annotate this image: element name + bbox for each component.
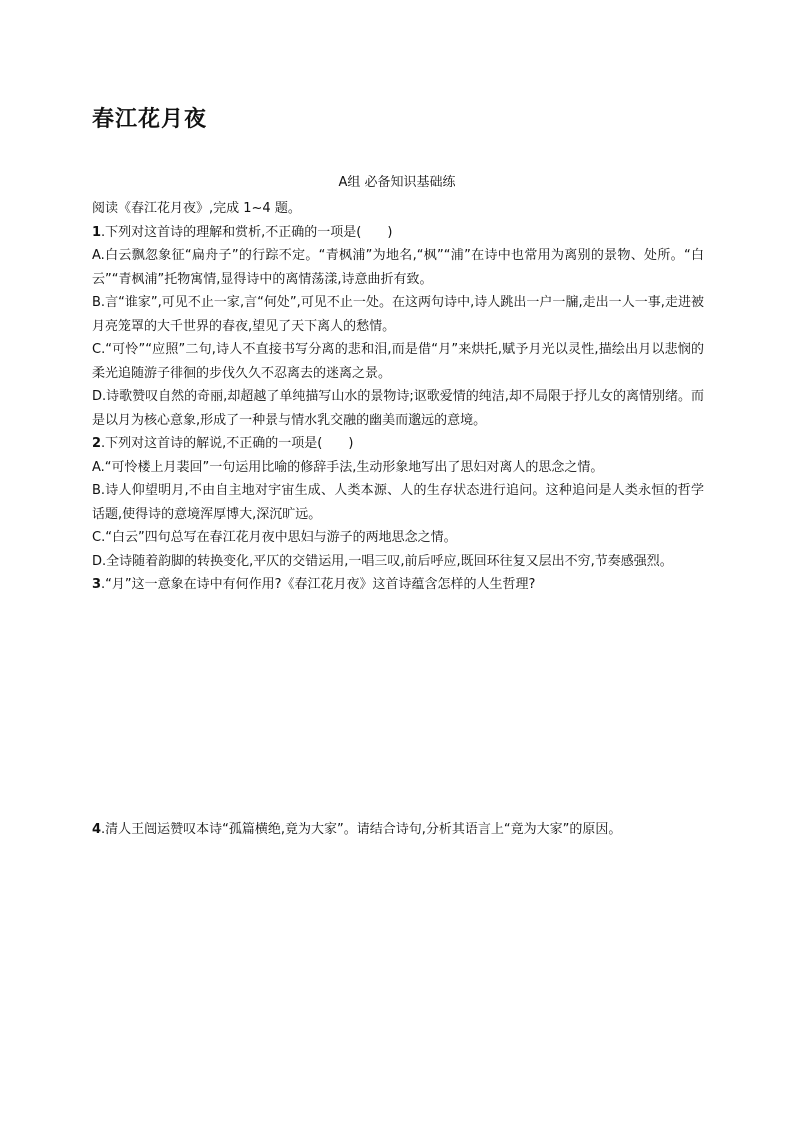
question-3-number: 3 <box>92 577 102 592</box>
question-4-text: .清人王闿运赞叹本诗“孤篇横绝,竟为大家”。请结合诗句,分析其语言上“竟为大家”的原因。 <box>101 822 622 837</box>
question-1-stem <box>92 221 704 245</box>
question-2-option-b: B.诗人仰望明月,不由自主地对宇宙生成、人类本源、人的生存状态进行追问。这种追问是人类永恒的哲学话题,使得诗的意境浑厚博大,深沉旷远。 <box>92 483 704 522</box>
question-1-option-c: C.“可怜”“应照”二句,诗人不直接书写分离的悲和泪,而是借“月”来烘托,赋予月光以灵性,描绘出月以悲悯的柔光追随游子徘徊的步伐久久不忍离去的迷离之景。 <box>92 342 704 381</box>
question-1-number: 1 <box>92 224 102 240</box>
question-3-answer-space[interactable] <box>92 625 704 810</box>
document-title: 春江花月夜 <box>92 107 208 132</box>
question-2-stem <box>92 432 704 456</box>
section-heading: A组 必备知识基础练 <box>338 175 456 190</box>
question-4-number: 4 <box>92 822 102 837</box>
question-1-text: .下列对这首诗的理解和赏析,不正确的一项是( ) <box>101 224 393 240</box>
question-1-option-d: D.诗歌赞叹自然的奇丽,却超越了单纯描写山水的景物诗;讴歌爱情的纯洁,却不局限于抒儿女的离情别绪。而是以月为核心意象,形成了一种景与情水乳交融的幽美而邈远的意境。 <box>92 389 704 428</box>
question-2-option-c: C.“白云”四句总写在春江花月夜中思妇与游子的两地思念之情。 <box>92 530 457 545</box>
question-2-text: .下列对这首诗的解说,不正确的一项是( ) <box>101 436 354 451</box>
question-2-option-a: A.“可怜楼上月裴回”一句运用比喻的修辞手法,生动形象地写出了思妇对离人的思念之情。 <box>92 459 604 475</box>
question-2-number: 2 <box>92 436 102 451</box>
question-3-text: .“月”这一意象在诗中有何作用?《春江花月夜》这首诗蕴含怎样的人生哲理? <box>101 577 536 592</box>
question-4-answer-space[interactable] <box>92 850 704 1090</box>
question-1-option-a: A.白云飘忽象征“扁舟子”的行踪不定。“青枫浦”为地名,“枫”“浦”在诗中也常用为离别的景物、处所。“白云”“青枫浦”托物寓情,显得诗中的离情荡漾,诗意曲折有致。 <box>92 248 704 287</box>
questions-block <box>92 197 704 597</box>
question-2-option-d: D.全诗随着韵脚的转换变化,平仄的交错运用,一唱三叹,前后呼应,既回环往复又层出不穷,节奏感强烈。 <box>92 553 673 569</box>
question-3-stem <box>92 573 704 597</box>
question-4-stem <box>92 818 704 842</box>
reading-instruction: 阅读《春江花月夜》,完成 1~4 题。 <box>92 201 301 216</box>
question-1-option-b: B.言“谁家”,可见不止一家,言“何处”,可见不止一处。在这两句诗中,诗人跳出一户一牖,走出一人一事,走进被月亮笼罩的大千世界的春夜,望见了天下离人的愁情。 <box>92 295 704 334</box>
